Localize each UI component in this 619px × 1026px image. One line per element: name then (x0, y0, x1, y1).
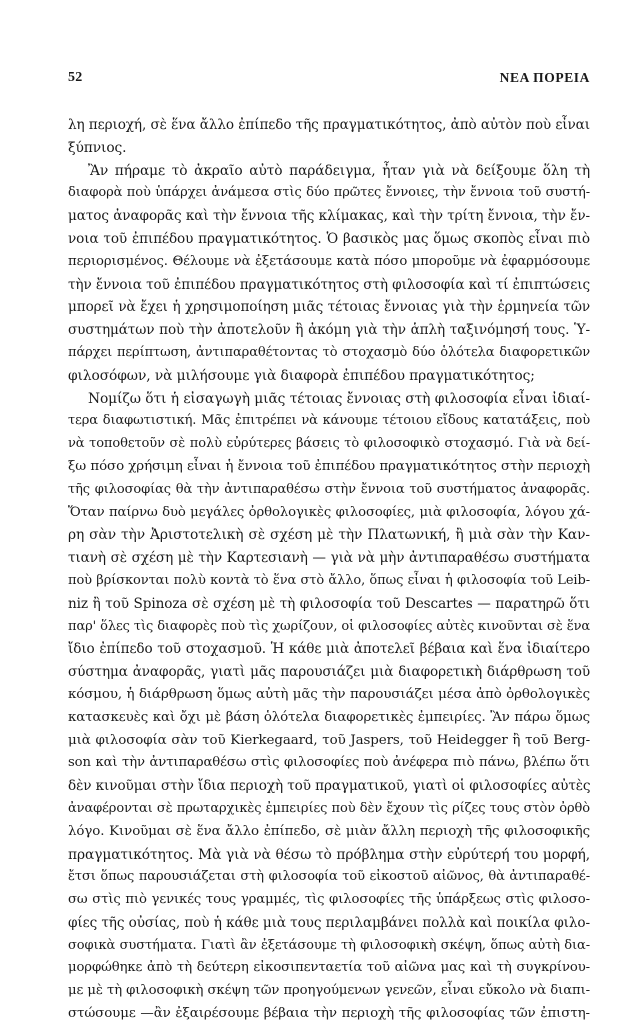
running-head: ΝΕΑ ΠΟΡΕΙΑ (499, 70, 590, 85)
text-line: πάρχει περίπτωση, ἀντιπαραθέτοντας τὸ στοχασμὸ δύο ὁλότελα διαφορετικῶν (68, 344, 590, 360)
text-line: πραγματικότητος. Μὰ γιὰ νὰ θέσω τὸ πρόβλημα στὴν εὐρύτερή του μορφή, (68, 846, 590, 863)
text-line: son καὶ τὴν ἀντιπαραθέσω στὶς φιλοσοφίες ποὺ ἀνέφερα πιὸ πάνω, βλέπω ὅτι (68, 755, 590, 771)
text-line: παρ' ὅλες τὶς διαφορὲς ποὺ τὶς χωρίζουν, οἱ φιλοσοφίες αὐτὲς κινοῦνται σὲ ἕνα (68, 618, 591, 634)
text-line: νὰ τοποθετοῦν σὲ πολὺ εὐρύτερες βάσεις τὸ φιλοσοφικὸ στοχασμό. Γιὰ νὰ δεί- (68, 436, 590, 452)
text-line: κατασκευὲς καὶ ὄχι μὲ βάση ὁλότελα διαφορετικὲς ἐμπειρίες. Ἂν πάρω ὅμως (68, 709, 590, 725)
page-header (68, 66, 590, 88)
text-line: ἔτσι ὅπως παρουσιάζεται στὴ φιλοσοφία τοῦ εἰκοστοῦ αἰῶνος, θὰ ἀντιπαραθέ- (68, 869, 590, 885)
text-line: στώσουμε —ἂν ἐξαιρέσουμε βέβαια τὴν περιοχὴ τῆς φιλοσοφίας τῶν ἐπιστη- (68, 1006, 590, 1022)
text-line: τερα διαφωτιστική. Μᾶς ἐπιτρέπει νὰ κάνουμε τέτοιου εἴδους κατατάξεις, ποὺ (68, 413, 590, 429)
text-line: δὲν κινοῦμαι στὴν ἴδια περιοχὴ τοῦ πραγματικοῦ, γιατὶ οἱ φιλοσοφίες αὐτὲς (68, 778, 591, 795)
text-line: με μὲ τὴ φιλοσοφικὴ σκέψη τῶν προηγούμενων γενεῶν, εἶναι εὔκολο νὰ διαπι- (68, 983, 590, 999)
text-line: διαφορὰ ποὺ ὑπάρχει ἀνάμεσα στὶς δύο πρῶτες ἔννοιες, τὴν ἔννοια τοῦ συστή- (68, 185, 590, 201)
text-line: ματος ἀναφορᾶς καὶ τὴν ἔννοια τῆς κλίμακας, καὶ τὴν τρίτη ἔννοια, τὴν ἔν- (68, 208, 590, 225)
text-line: κόσμου, ἡ διάρθρωση ὅμως αὐτὴ μᾶς τὴν παρουσιάζει μέσα ἀπὸ ὀρθολογικὲς (68, 686, 590, 702)
text-line: τῆς φιλοσοφίας θὰ τὴν ἀντιπαραθέσω στὴν ἔννοια τοῦ συστήματος ἀναφορᾶς. (68, 481, 590, 497)
text-line: ρη σὰν τὴν Ἀριστοτελικὴ σὲ σχέση μὲ τὴν Πλατωνική, ἢ μιὰ σὰν τὴν Καν- (68, 527, 590, 544)
text-line: σοφικὰ συστήματα. Γιατὶ ἂν ἐξετάσουμε τὴ φιλοσοφικὴ σκέψη, ὅπως αὐτὴ δια- (68, 937, 590, 953)
text-line: Ὅταν παίρνω δυὸ μεγάλες ὀρθολογικὲς φιλοσοφίες, μιὰ φιλοσοφία, λόγου χά- (68, 504, 590, 520)
text-line: τιανὴ σὲ σχέση μὲ τὴν Καρτεσιανὴ — γιὰ νὰ μὴν ἀντιπαραθέσω συστήματα (68, 550, 590, 567)
text-line: ἴδιο ἐπίπεδο τοῦ στοχασμοῦ. Ἡ κάθε μιὰ ἀποτελεῖ βέβαια καὶ ἕνα ἰδιαίτερο (68, 641, 590, 658)
text-line: φίες τῆς οὐσίας, ποὺ ἡ κάθε μιὰ τους περιλαμβάνει πολλὰ καὶ ποικίλα φιλο- (68, 914, 590, 931)
text-line: ποὺ βρίσκονται πολὺ κοντὰ τὸ ἕνα στὸ ἄλλο, ὅπως εἶναι ἡ φιλοσοφία τοῦ Leib- (68, 572, 590, 588)
text-line: συστημάτων ποὺ τὴν ἀποτελοῦν ἢ ἀκόμη γιὰ τὴν ἁπλὴ ταξινόμησή τους. Ὑ- (68, 322, 590, 339)
text-line: μορφώθηκε ἀπὸ τὴ δεύτερη εἰκοσιπενταετία τοῦ αἰῶνα μας καὶ τὴ συγκρίνου- (68, 960, 590, 976)
text-line: ἀναφέρονται σὲ πρωταρχικὲς ἐμπειρίες ποὺ δὲν ἔχουν τὶς ρίζες τους στὸν ὀρθὸ (68, 800, 590, 816)
text-line: τὴν ἔννοια τοῦ ἐπιπέδου πραγματικότητος στὴ φιλοσοφία καὶ τί ἐπιπτώσεις (68, 276, 590, 293)
body-text (68, 114, 590, 1026)
text-line: ξύπνιος. (68, 139, 127, 156)
text-line: λόγο. Κινοῦμαι σὲ ἕνα ἄλλο ἐπίπεδο, σὲ μιὰν ἄλλη περιοχὴ τῆς φιλοσοφικῆς (68, 823, 590, 839)
text-line: Νομίζω ὅτι ἡ εἰσαγωγὴ μιᾶς τέτοιας ἔννοιας στὴ φιλοσοφία εἶναι ἰδιαί- (88, 390, 590, 407)
book-page (68, 66, 591, 1022)
text-line: ξω πόσο χρήσιμη εἶναι ἡ ἔννοια τοῦ ἐπιπέδου πραγματικότητος στὴν περιοχὴ (68, 458, 590, 474)
text-line: σω στὶς πιὸ γενικές τους γραμμές, τὶς φιλοσοφίες τῆς ὑπάρξεως στὶς φιλοσο- (68, 892, 590, 908)
text-line: λη περιοχή, σὲ ἕνα ἄλλο ἐπίπεδο τῆς πραγματικότητος, ἀπὸ αὐτὸν ποὺ εἶναι (68, 117, 590, 133)
text-line: μπορεῖ νὰ ἔχει ἡ χρησιμοποίηση μιᾶς τέτοιας ἔννοιας γιὰ τὴν ἑρμηνεία τῶν (68, 299, 590, 316)
text-line: περιορισμένος. Θέλουμε νὰ ἐξετάσουμε κατὰ πόσο μποροῦμε νὰ ἐφαρμόσουμε (68, 253, 590, 269)
text-line: σύστημα ἀναφορᾶς, γιατὶ μᾶς παρουσιάζει μιὰ διαφορετικὴ διάρθρωση τοῦ (68, 664, 590, 681)
text-line: Ἂν πήραμε τὸ ἀκραῖο αὐτὸ παράδειγμα, ἦταν γιὰ νὰ δείξουμε ὅλη τὴ (88, 162, 590, 179)
text-line: niz ἢ τοῦ Spinoza σὲ σχέση μὲ τὴ φιλοσοφία τοῦ Descartes — παρατηρῶ ὅτι (68, 595, 590, 612)
text-line: νοια τοῦ ἐπιπέδου πραγματικότητος. Ὁ βασικὸς μας ὅμως σκοπὸς εἶναι πιὸ (68, 230, 590, 247)
text-line: μιὰ φιλοσοφία σὰν τοῦ Kierkegaard, τοῦ Jaspers, τοῦ Heidegger ἢ τοῦ Berg- (68, 732, 590, 748)
page-number: 52 (68, 70, 83, 85)
text-line: φιλοσόφων, νὰ μιλήσουμε γιὰ διαφορὰ ἐπιπέδου πραγματικότητος; (68, 367, 535, 384)
